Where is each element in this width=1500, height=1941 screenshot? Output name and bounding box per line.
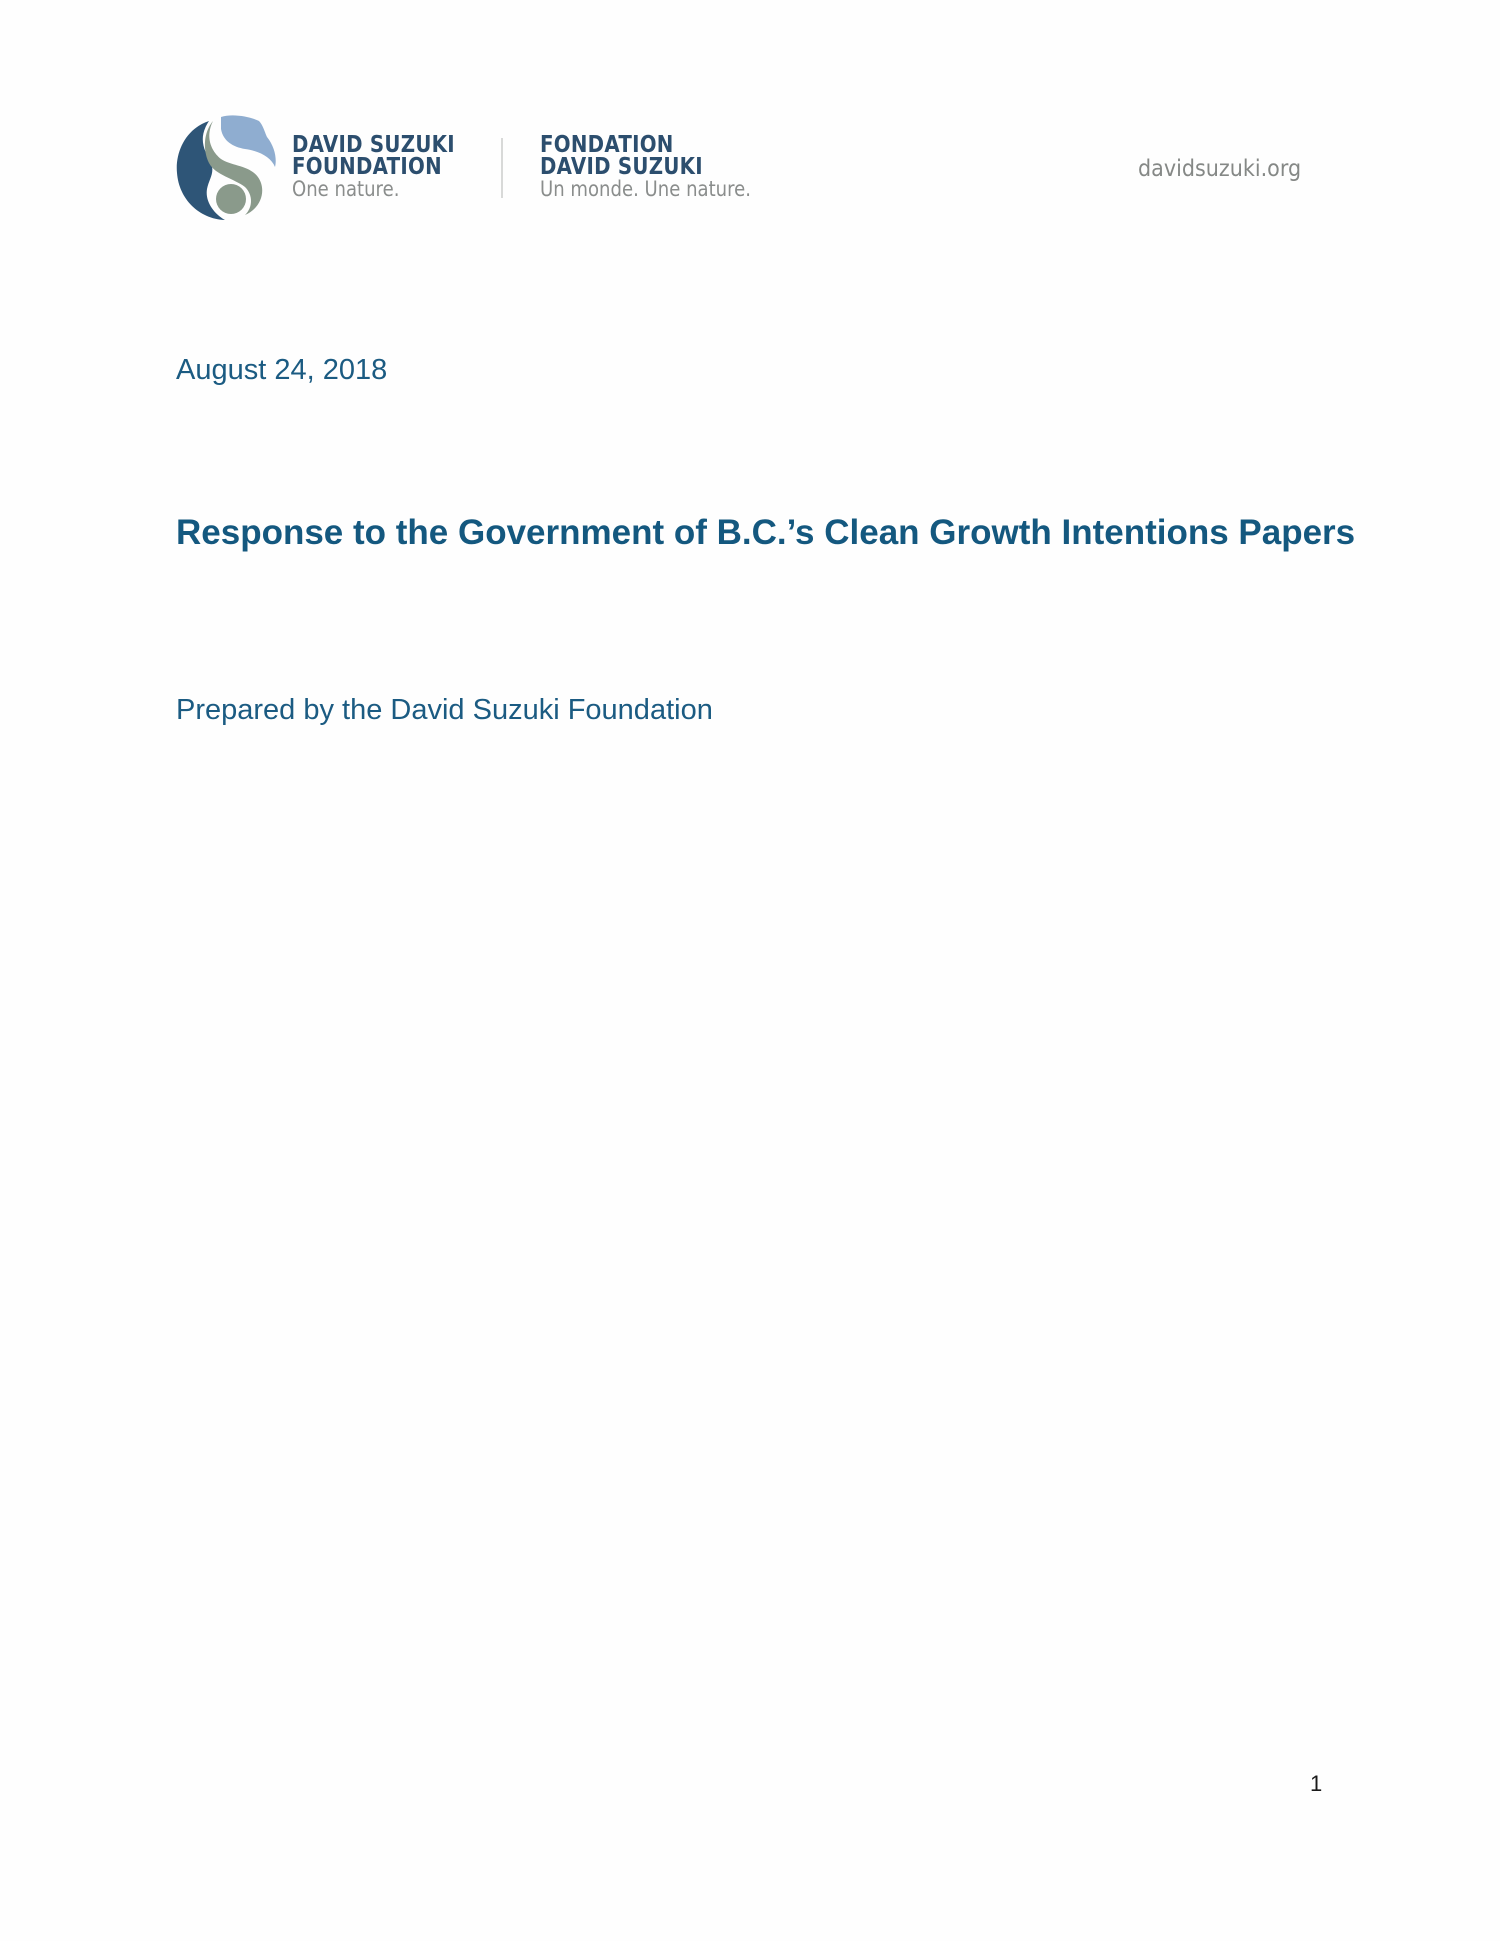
brand-english: [292, 134, 481, 200]
david-suzuki-foundation-logo-icon: [175, 115, 277, 221]
brand-french: [540, 134, 785, 200]
document-title: Response to the Government of B.C.’s Clean Growth Intentions Papers: [176, 513, 1356, 552]
brand-fr-line1: FONDATION: [540, 132, 674, 158]
logo-divider: [501, 138, 503, 198]
brand-fr-tagline: Un monde. Une nature.: [540, 177, 751, 201]
prepared-by: Prepared by the David Suzuki Foundation: [176, 694, 713, 726]
document-date: August 24, 2018: [176, 354, 388, 386]
website-url: davidsuzuki.org: [1138, 156, 1302, 182]
brand-en-line2: FOUNDATION: [292, 154, 442, 180]
page-number: 1: [1310, 1771, 1323, 1796]
brand-fr-line2: DAVID SUZUKI: [540, 154, 703, 180]
brand-en-tagline: One nature.: [292, 177, 400, 201]
brand-en-line1: DAVID SUZUKI: [292, 132, 455, 158]
